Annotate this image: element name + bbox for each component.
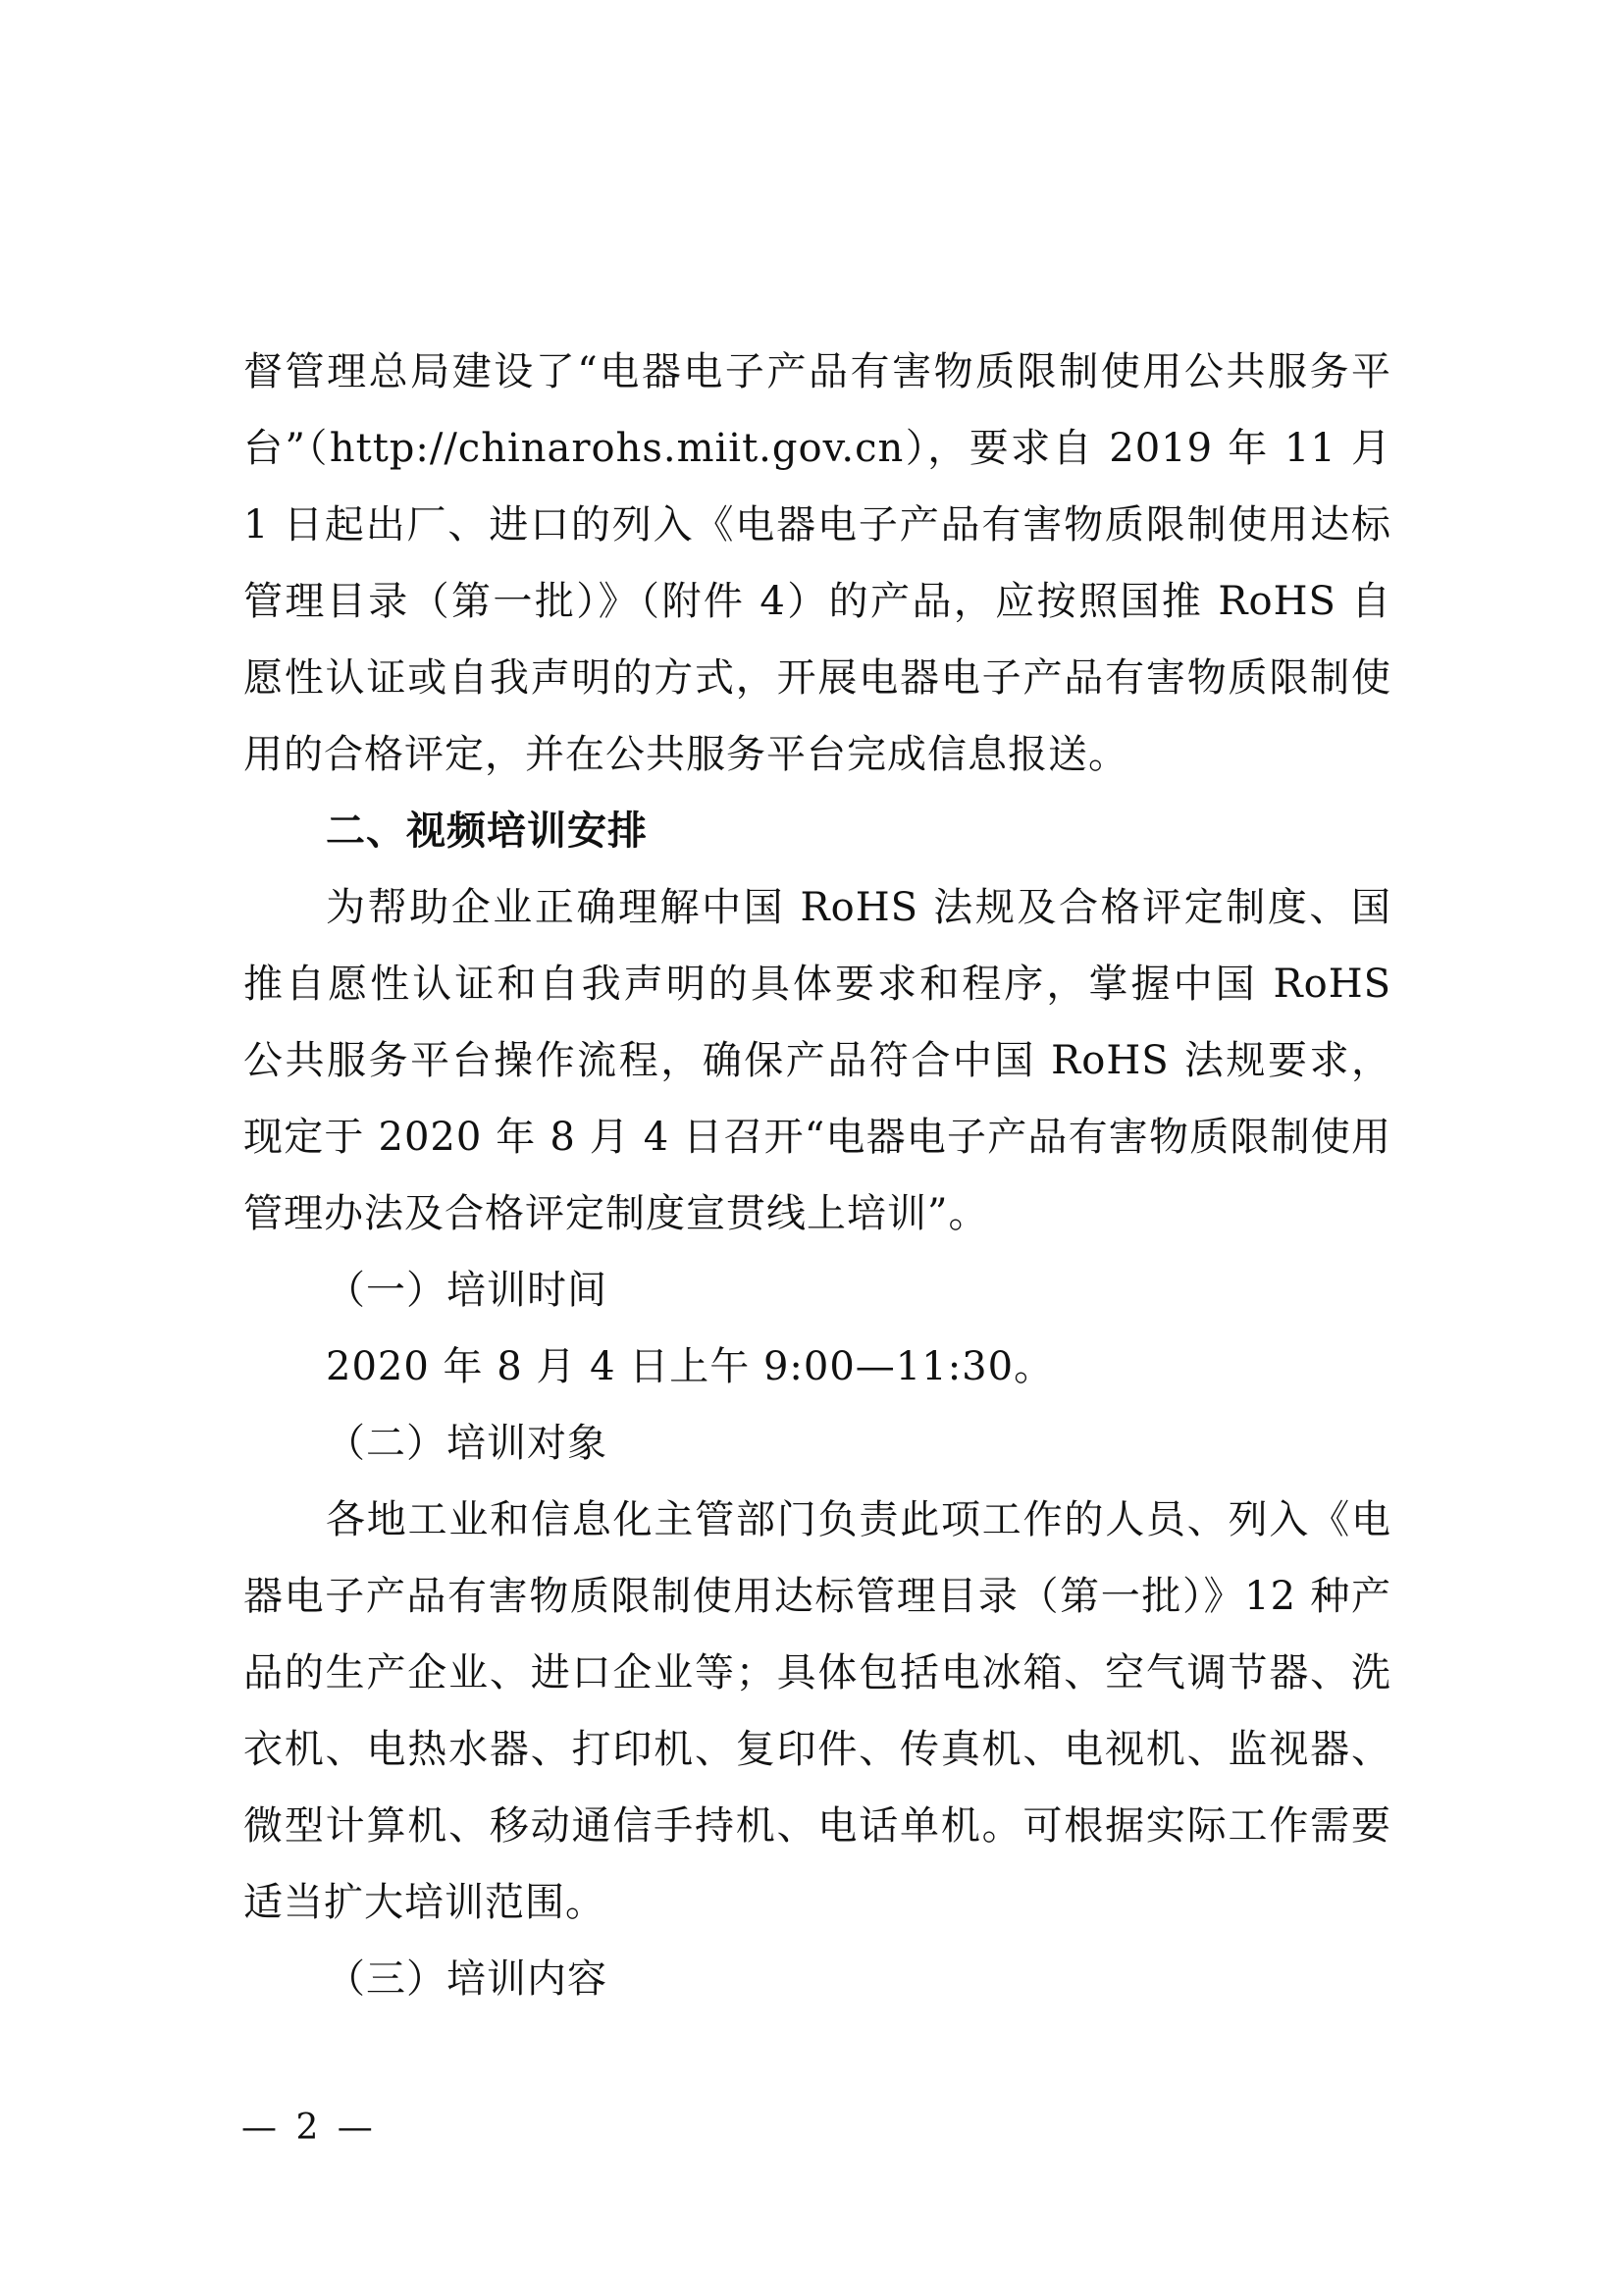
paragraph-audience: 各地工业和信息化主管部门负责此项工作的人员、列入《电器电子产品有害物质限制使用达标管理目录（第一批）》12 种产品的生产企业、进口企业等；具体包括电冰箱、空气调节器、洗衣机、电热水器、打印机、复印件、传真机、电视机、监视器、微型计算机、移动通信手持机、电话单机。可根据实际工作需要适当扩大培训范围。 [243,1497,1391,1925]
training-time-text: 2020 年 8 月 4 日上午 9:00—11:30。 [326,1344,1055,1389]
page-number: — 2 — [241,2108,377,2148]
paragraph-purpose: 为帮助企业正确理解中国 RoHS 法规及合格评定制度、国推自愿性认证和自我声明的具体要求和程序，掌握中国 RoHS 公共服务平台操作流程，确保产品符合中国 RoHS 法规要求，现定于 2020 年 8 月 4 日召开“电器电子产品有害物质限制使用管理办法及合格评定制度宣贯线上培训”。 [243,885,1391,1236]
paragraph-intro: 督管理总局建设了“电器电子产品有害物质限制使用公共服务平台”（http://chinarohs.miit.gov.cn），要求自 2019 年 11 月 1 日起出厂、进口的列入《电器电子产品有害物质限制使用达标管理目录（第一批）》（附件 4）的产品，应按照国推 RoHS 自愿性认证或自我声明的方式，开展电器电子产品有害物质限制使用的合格评定，并在公共服务平台完成信息报送。 [243,349,1391,777]
subheading-training-audience: （二）培训对象 [326,1421,607,1466]
section-heading-video-training: 二、视频培训安排 [326,808,648,854]
subheading-training-time: （一）培训时间 [326,1268,607,1313]
subheading-training-content: （三）培训内容 [326,1956,607,2002]
document-body [243,334,1391,2017]
